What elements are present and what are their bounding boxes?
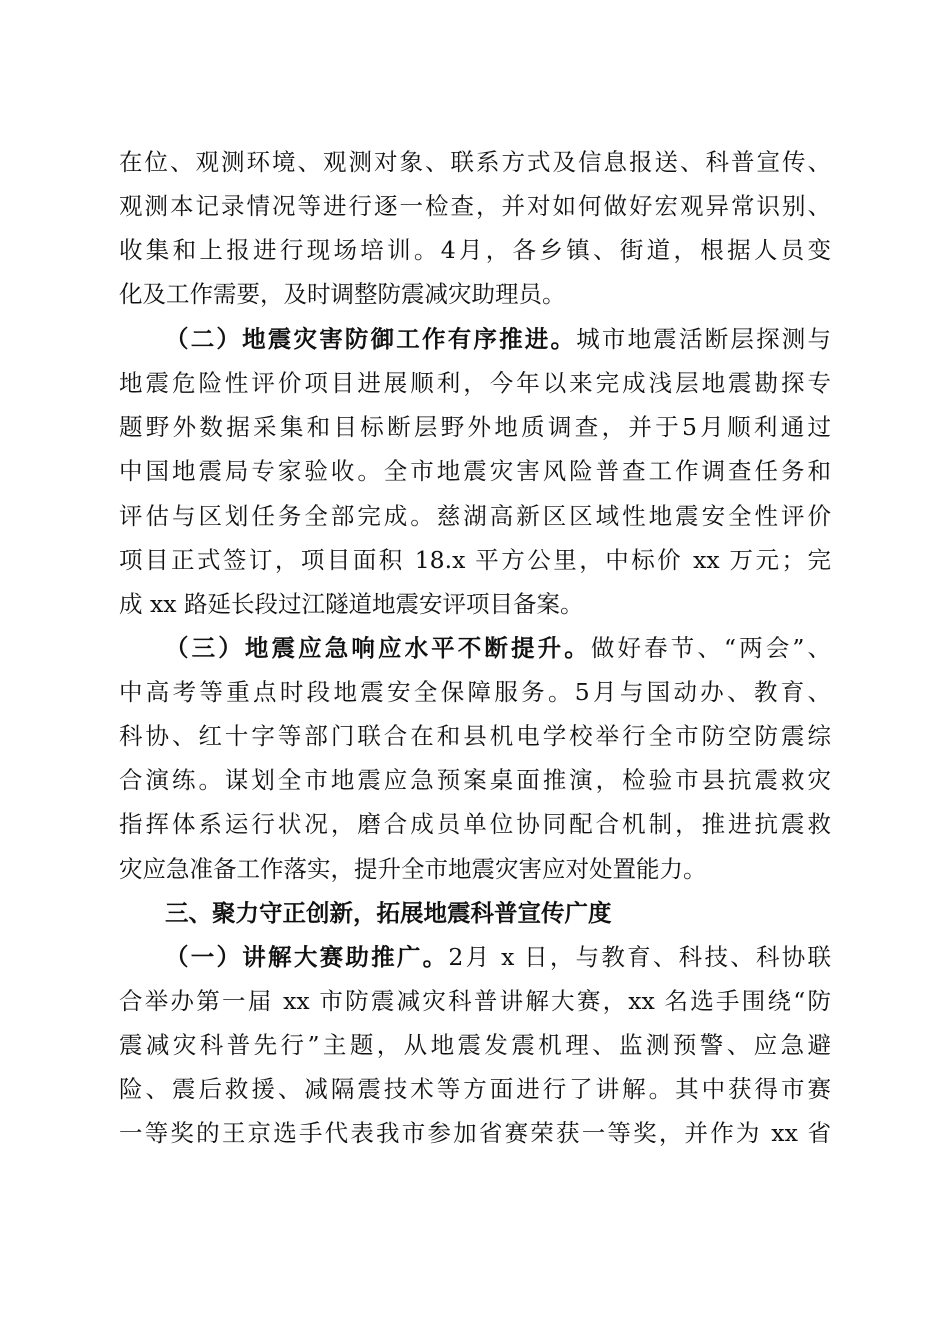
paragraph-line: 中国地震局专家验收。全市地震灾害风险普查工作调查任务和 — [119, 457, 831, 485]
paragraph-text: 做好春节、“两会”、 — [590, 634, 831, 662]
paragraph-first-line — [165, 319, 831, 359]
paragraph-line: 中高考等重点时段地震安全保障服务。5月与国动办、教育、 — [119, 678, 831, 706]
paragraph-line: 灾应急准备工作落实，提升全市地震灾害应对处置能力。 — [119, 855, 707, 883]
paragraph-first-line — [165, 628, 831, 668]
paragraph-line: 地震危险性评价项目进展顺利，今年以来完成浅层地震勘探专 — [119, 369, 831, 397]
paragraph-first-line — [165, 937, 831, 977]
paragraph-line: 在位、观测环境、观测对象、联系方式及信息报送、科普宣传、 — [119, 148, 831, 176]
paragraph-line: 科协、红十字等部门联合在和县机电学校举行全市防空防震综 — [119, 722, 831, 750]
paragraph-line: 合举办第一届 xx 市防震减灾科普讲解大赛，xx 名选手围绕“防 — [119, 987, 831, 1015]
paragraph-line: 题野外数据采集和目标断层野外地质调查，并于5月顺利通过 — [119, 413, 831, 441]
paragraph-line: 险、震后救援、减隔震技术等方面进行了讲解。其中获得市赛 — [119, 1075, 831, 1103]
paragraph-line: 评估与区划任务全部完成。慈湖高新区区域性地震安全性评价 — [119, 502, 831, 530]
paragraph-line: 指挥体系运行状况，磨合成员单位协同配合机制，推进抗震救 — [119, 810, 831, 838]
paragraph-lead-heading: （三）地震应急响应水平不断提升。 — [165, 634, 591, 662]
paragraph-line: 化及工作需要，及时调整防震减灾助理员。 — [119, 280, 566, 308]
paragraph-lead-heading: （一）讲解大赛助推广。 — [165, 943, 449, 971]
paragraph-line: 观测本记录情况等进行逐一检查，并对如何做好宏观异常识别、 — [119, 192, 831, 220]
paragraph-line: 一等奖的王京选手代表我市参加省赛荣获一等奖，并作为 xx 省 — [119, 1119, 831, 1147]
paragraph-line: 成 xx 路延长段过江隧道地震安评项目备案。 — [119, 590, 584, 618]
section-heading: 三、聚力守正创新，拓展地震科普宣传广度 — [165, 899, 612, 927]
paragraph-text: 城市地震活断层探测与 — [576, 325, 831, 353]
paragraph-text: 2月 x 日，与教育、科技、科协联 — [448, 943, 831, 971]
paragraph-lead-heading: （二）地震灾害防御工作有序推进。 — [165, 325, 577, 353]
paragraph-line: 合演练。谋划全市地震应急预案桌面推演，检验市县抗震救灾 — [119, 766, 831, 794]
paragraph-line: 震减灾科普先行”主题，从地震发震机理、监测预警、应急避 — [119, 1031, 831, 1059]
paragraph-line: 收集和上报进行现场培训。4月，各乡镇、街道，根据人员变 — [119, 236, 831, 264]
paragraph-line: 项目正式签订，项目面积 18.x 平方公里，中标价 xx 万元；完 — [119, 546, 831, 574]
